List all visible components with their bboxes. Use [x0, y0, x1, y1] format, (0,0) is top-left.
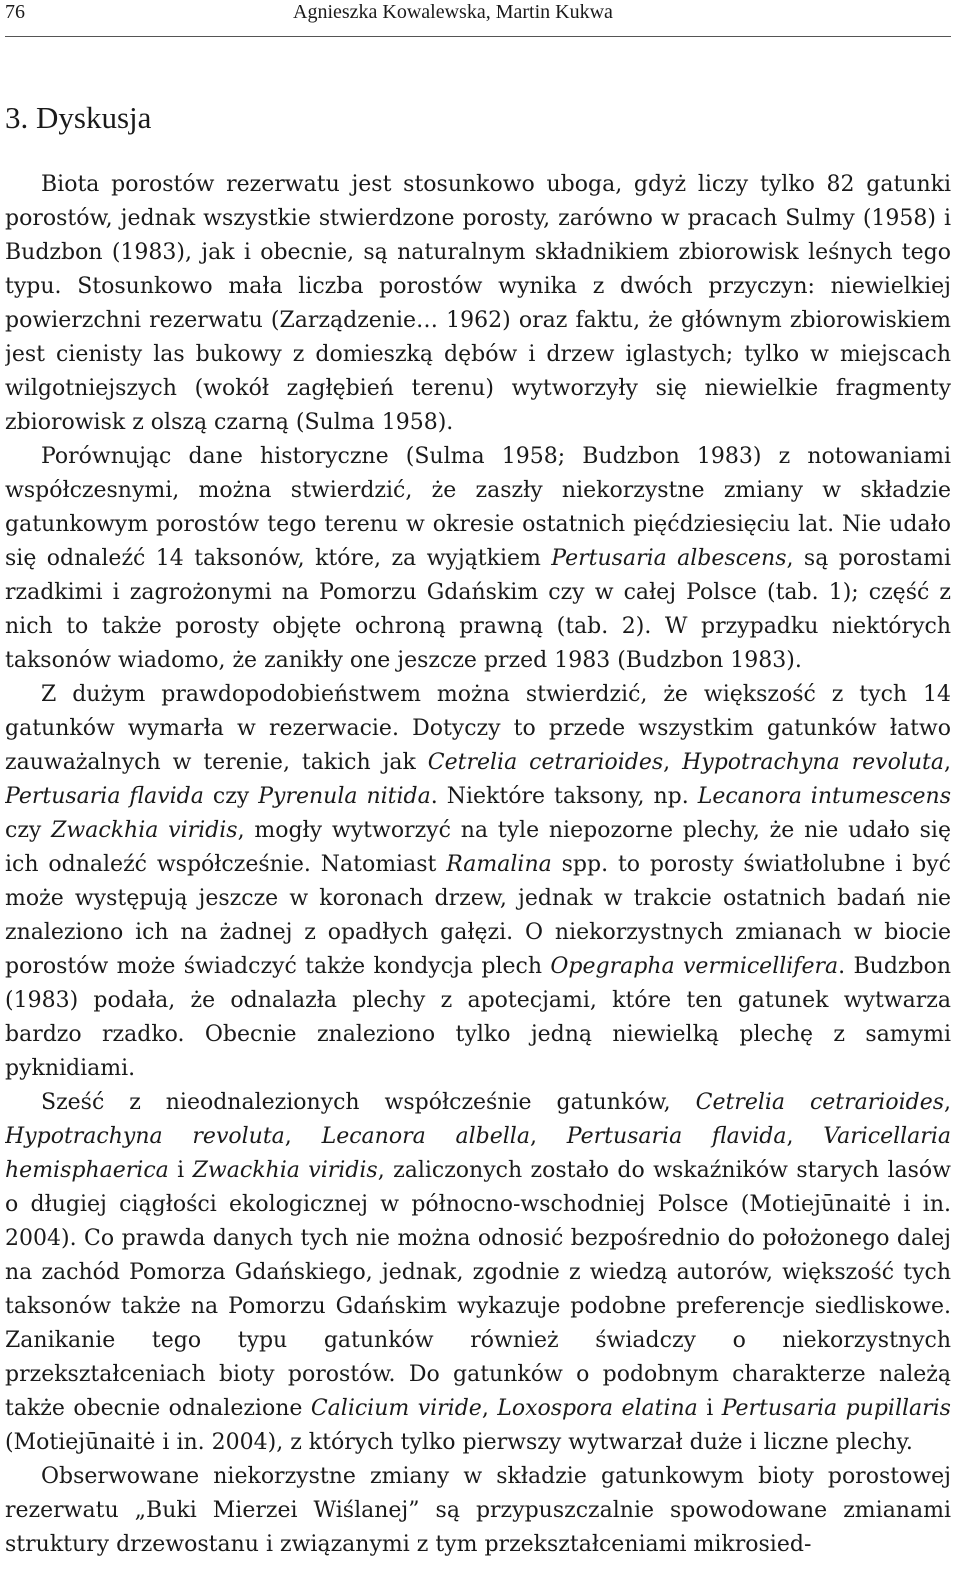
page-number: 76: [5, 1, 25, 23]
text-run: spp. to porosty światłolubne i być może występują jeszcze w koronach drzew, jednak w trakcie ostatnich badań nie znaleziono ich na żadnej z opadłych gałęzi. O niekorzystnych zmianach w biocie porostów może świadczyć także kondycja plech: [5, 852, 951, 979]
body-paragraph: [5, 1460, 951, 1562]
section-heading: 3. Dyskusja: [5, 100, 152, 135]
species-name: Pertusaria flavida: [5, 784, 204, 809]
text-run: ,: [529, 1124, 567, 1149]
species-name: Opegrapha vermicellifera: [550, 954, 839, 979]
species-name: Calicium viride: [310, 1396, 482, 1421]
text-run: ,: [944, 750, 951, 775]
species-name: Pertusaria flavida: [566, 1124, 787, 1149]
text-run: , są porostami rzadkimi i zagrożonymi na Pomorzu Gdańskim czy w całej Polsce (tab. 1); część z nich to także porosty objęte ochroną prawną (tab. 2). W przypadku niektórych taksonów wiadomo, że zanikły one jeszcze przed 1983 (Budzbon 1983).: [5, 546, 951, 673]
species-name: Loxospora elatina: [497, 1396, 698, 1421]
text-run: . Niektóre taksony, np.: [430, 784, 698, 809]
text-run: Obserwowane niekorzystne zmiany w składzie gatunkowym bioty porostowej rezerwatu „Buki Mierzei Wiślanej” są przypuszczalnie spowodowane zmianami struktury drzewostanu i związanymi z tym przekształceniami mikrosied-: [5, 1464, 951, 1557]
header-rule: [5, 36, 951, 37]
species-name: Lecanora albella: [321, 1124, 530, 1149]
body-text: [5, 168, 951, 1562]
text-run: ,: [663, 750, 683, 775]
text-run: czy: [5, 818, 52, 843]
body-paragraph: [5, 1086, 951, 1460]
species-name: Hypotrachyna revoluta: [5, 1124, 285, 1149]
text-run: , mogły wytworzyć na tyle niepozorne plechy, że nie udało się ich odnaleźć współcześnie. Natomiast: [5, 818, 951, 877]
body-paragraph: [5, 440, 951, 678]
species-name: Cetrelia cetrarioides: [427, 750, 664, 775]
text-run: czy: [203, 784, 259, 809]
text-run: Biota porostów rezerwatu jest stosunkowo uboga, gdyż liczy tylko 82 gatunki porostów, jednak wszystkie stwierdzone porosty, zarówno w pracach Sulmy (1958) i Budzbon (1983), jak i obecnie, są naturalnym składnikiem zbiorowisk leśnych tego typu. Stosunkowo mała liczba porostów wynika z dwóch przyczyn: niewielkiej powierzchni rezerwatu (Zarządzenie… 1962) oraz faktu, że głównym zbiorowiskiem jest cienisty las bukowy z domieszką dębów i drzew iglastych; tylko w miejscach wilgotniejszych (wokół zagłębień terenu) wytworzyły się niewielkie fragmenty zbiorowisk z olszą czarną (Sulma 1958).: [5, 172, 951, 435]
running-head: [5, 0, 951, 24]
species-name: Ramalina: [446, 852, 552, 877]
species-name: Lecanora intumescens: [697, 784, 951, 809]
text-run: (Motiejūnaitė i in. 2004), z których tylko pierwszy wytwarzał duże i liczne plechy.: [5, 1430, 913, 1455]
text-run: Sześć z nieodnalezionych współcześnie gatunków,: [41, 1090, 696, 1115]
text-run: i: [168, 1158, 193, 1183]
text-run: ,: [284, 1124, 322, 1149]
running-head-authors: Agnieszka Kowalewska, Martin Kukwa: [293, 1, 613, 23]
text-run: . Budzbon (1983) podała, że odnalazła plechy z apotecjami, które ten gatunek wytwarza bardzo rzadko. Obecnie znaleziono tylko jedną niewielką plechę z samymi pyknidiami.: [5, 954, 951, 1081]
body-paragraph: [5, 168, 951, 440]
species-name: Zwackhia viridis: [51, 818, 238, 843]
species-name: Pertusaria pupillaris: [721, 1396, 951, 1421]
body-paragraph: [5, 678, 951, 1086]
species-name: Zwackhia viridis: [192, 1158, 378, 1183]
text-run: ,: [786, 1124, 824, 1149]
text-run: Z dużym prawdopodobieństwem można stwierdzić, że większość z tych 14 gatunków wymarła w rezerwacie. Dotyczy to przede wszystkim gatunków łatwo zauważalnych w terenie, takich jak: [5, 682, 951, 775]
species-name: Varicellaria hemisphaerica: [5, 1124, 951, 1183]
species-name: Cetrelia cetrarioides: [695, 1090, 945, 1115]
species-name: Pyrenula nitida: [258, 784, 431, 809]
text-run: i: [697, 1396, 722, 1421]
journal-page: [5, 0, 951, 1580]
species-name: Pertusaria albescens: [551, 546, 787, 571]
text-run: Porównując dane historyczne (Sulma 1958; Budzbon 1983) z notowaniami współczesnymi, można stwierdzić, że zaszły niekorzystne zmiany w składzie gatunkowym porostów tego terenu w okresie ostatnich pięćdziesięciu lat. Nie udało się odnaleźć 14 taksonów, które, za wyjątkiem: [5, 444, 951, 571]
text-run: ,: [944, 1090, 951, 1115]
species-name: Hypotrachyna revoluta: [682, 750, 945, 775]
text-run: ,: [481, 1396, 498, 1421]
text-run: , zaliczonych zostało do wskaźników starych lasów o długiej ciągłości ekologicznej w północno-wschodniej Polsce (Motiejūnaitė i in. 2004). Co prawda danych tych nie można odnosić bezpośrednio do położonego dalej na zachód Pomorza Gdańskiego, jednak, zgodnie z wiedzą autorów, większość tych taksonów także na Pomorzu Gdańskim wykazuje podobne preferencje siedliskowe. Zanikanie tego typu gatunków również świadczy o niekorzystnych przekształceniach bioty porostów. Do gatunków o podobnym charakterze należą także obecnie odnalezione: [5, 1158, 951, 1421]
